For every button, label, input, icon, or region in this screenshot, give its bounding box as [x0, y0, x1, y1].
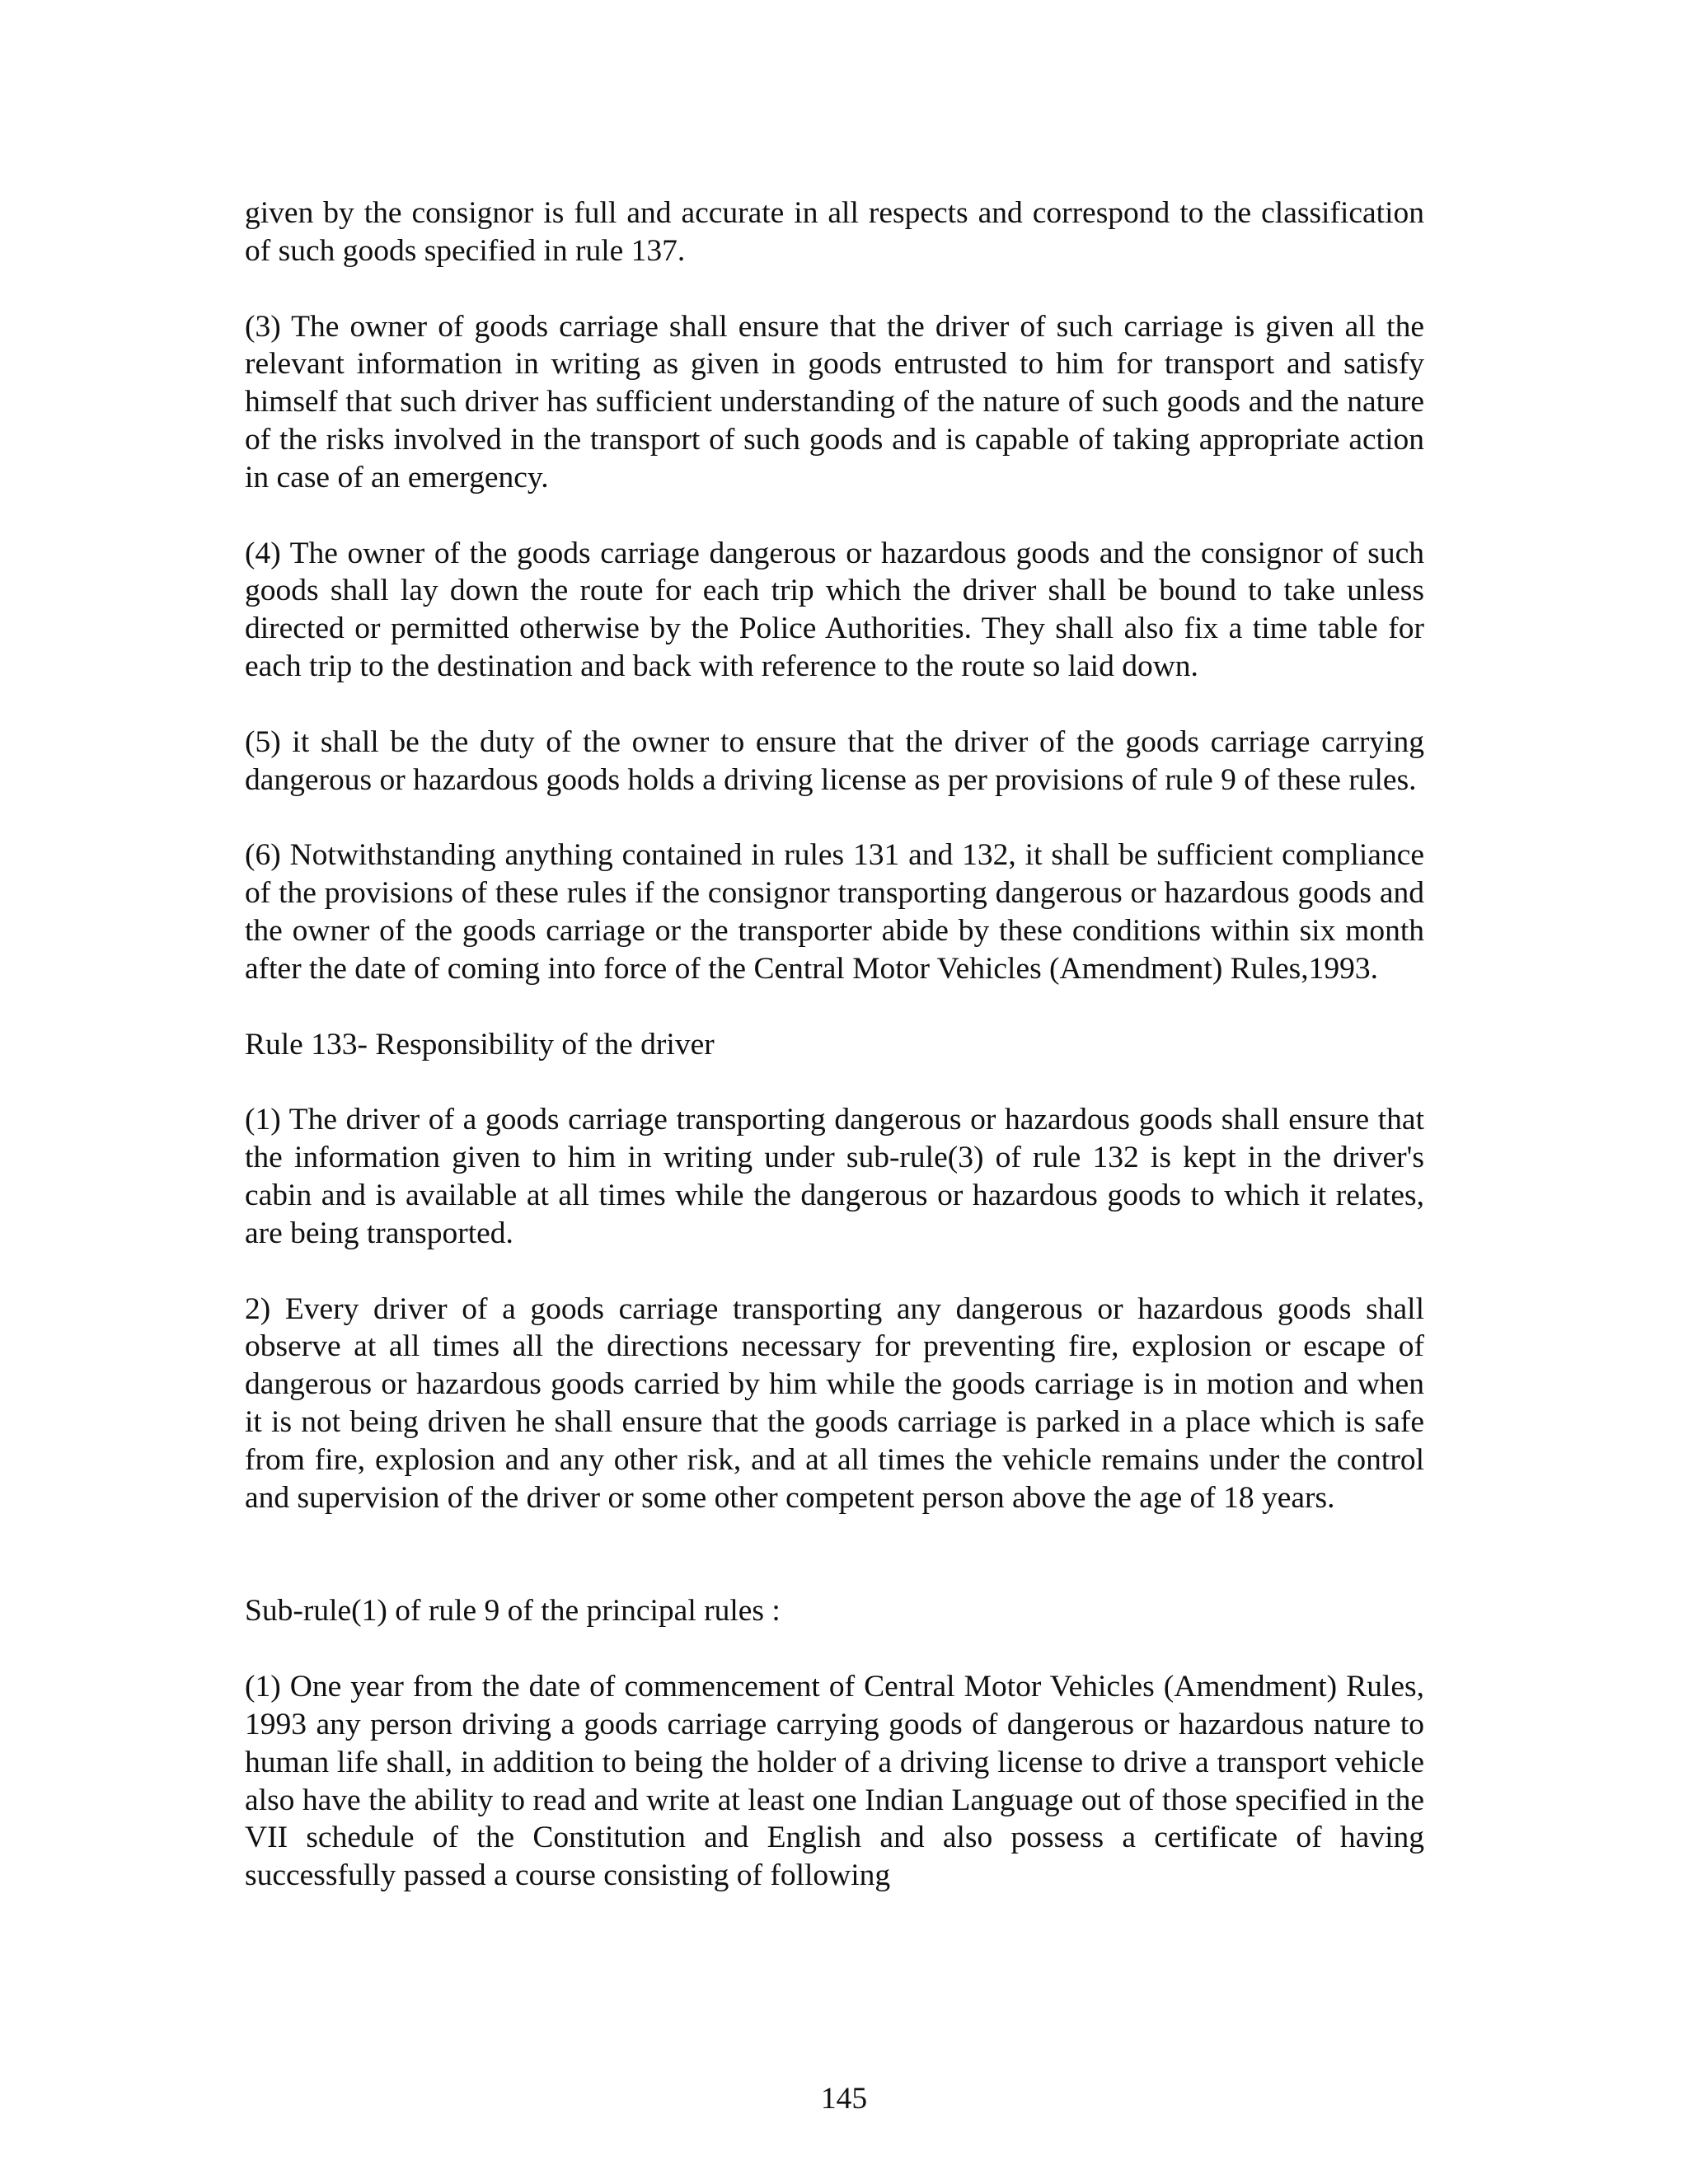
rule-133-heading: Rule 133- Responsibility of the driver — [245, 1027, 715, 1062]
rule-133-clause-2: 2) Every driver of a goods carriage transporting any dangerous or hazardous goods shall observe at all times all the directions necessary for preventing fire, explosion or escape of dangerous or hazardous goods carried by him while the goods carriage is in motion and when it is not being driven he shall ensure that the goods carriage is parked in a place which is safe from fire, explosion and any other risk, and at all times the vehicle remains under the control and supervision of the driver or some other competent person above the age of 18 years. — [245, 1291, 1424, 1515]
paragraph-clause-6: (6) Notwithstanding anything contained in rules 131 and 132, it shall be sufficient compliance of the provisions of these rules if the consignor transporting dangerous or hazardous goods and the owner of the goods carriage or the transporter abide by these conditions within six month after the date of coming into force of the Central Motor Vehicles (Amendment) Rules,1993. — [245, 838, 1424, 986]
paragraph-continuation: given by the consignor is full and accurate in all respects and correspond to the classification of such goods specified in rule 137. — [245, 196, 1424, 268]
document-body — [245, 194, 1424, 1933]
page-number: 145 — [820, 2082, 868, 2116]
rule-133-clause-1: (1) The driver of a goods carriage transporting dangerous or hazardous goods shall ensure that the information given to him in writing under sub-rule(3) of rule 132 is kept in the driver's cabin and is available at all times while the dangerous or hazardous goods to which it relates, are being transported. — [245, 1103, 1424, 1250]
paragraph-clause-4: (4) The owner of the goods carriage dangerous or hazardous goods and the consignor of such goods shall lay down the route for each trip which the driver shall be bound to take unless directed or permitted otherwise by the Police Authorities. They shall also fix a time table for each trip to the destination and back with reference to the route so laid down. — [245, 536, 1424, 683]
paragraph-clause-3: (3) The owner of goods carriage shall ensure that the driver of such carriage is given all the relevant information in writing as given in goods entrusted to him for transport and satisfy himself that such driver has sufficient understanding of the nature of such goods and the nature of the risks involved in the transport of such goods and is capable of taking appropriate action in case of an emergency. — [245, 309, 1424, 494]
paragraph-clause-5: (5) it shall be the duty of the owner to ensure that the driver of the goods carriage carrying dangerous or hazardous goods holds a driving license as per provisions of rule 9 of these rules. — [245, 724, 1424, 797]
subrule-heading: Sub-rule(1) of rule 9 of the principal rules : — [245, 1594, 781, 1629]
subrule-clause-1: (1) One year from the date of commencement of Central Motor Vehicles (Amendment) Rules, 1993 any person driving a goods carriage carrying goods of dangerous or hazardous nature to human life shall, in addition to being the holder of a driving license to drive a transport vehicle also have the ability to read and write at least one Indian Language out of those specified in the VII schedule of the Constitution and English and also possess a certificate of having successfully passed a course consisting of following — [245, 1670, 1424, 1893]
